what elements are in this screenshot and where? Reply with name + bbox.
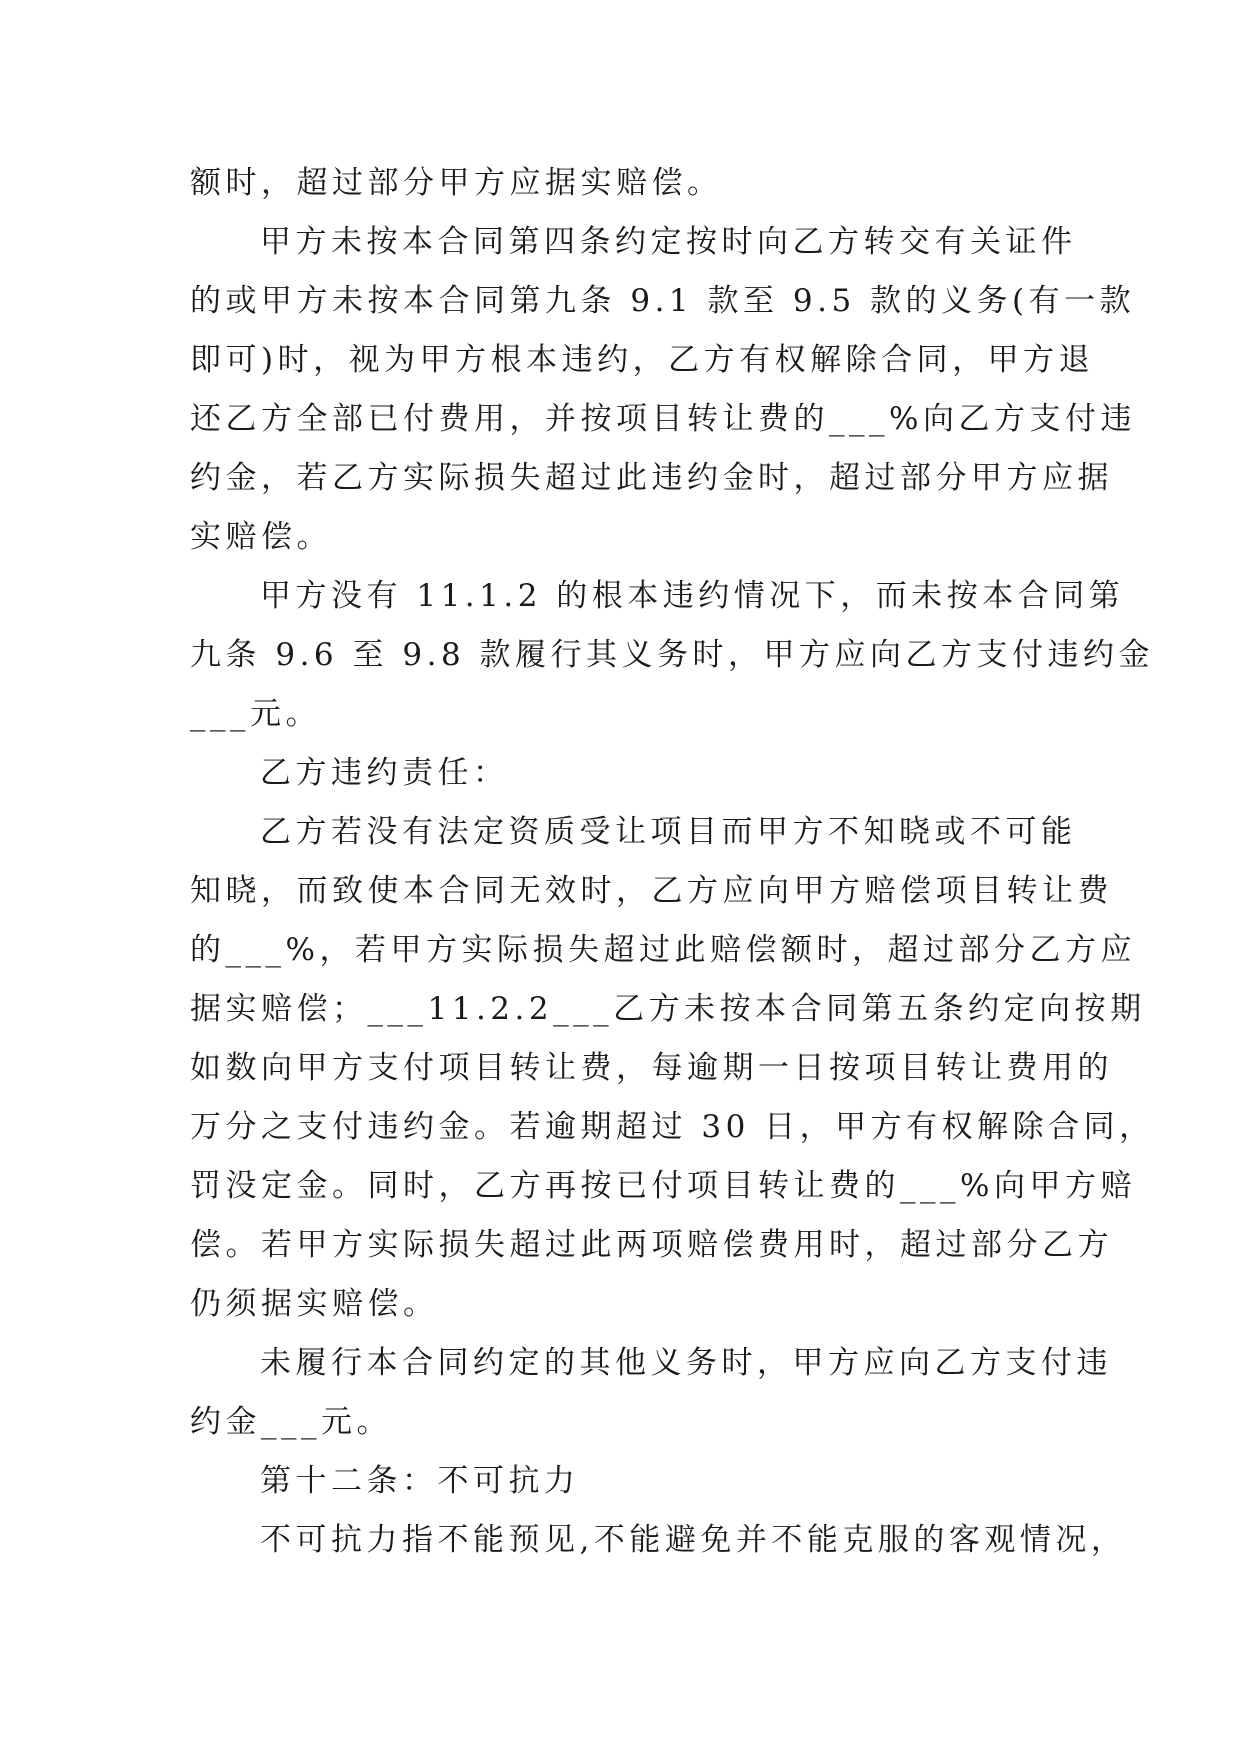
text-line: 的或甲方未按本合同第九条 9.1 款至 9.5 款的义务(有一款 [190, 283, 1136, 319]
text-line: 仍须据实赔偿。 [190, 1286, 439, 1322]
text-line: ___元。 [190, 696, 321, 732]
text-line: 还乙方全部已付费用，并按项目转让费的___%向乙方支付违 [190, 401, 1136, 437]
text-line: 甲方没有 11.1.2 的根本违约情况下，而未按本合同第 [260, 578, 1125, 614]
text-line: 知晓，而致使本合同无效时，乙方应向甲方赔偿项目转让费 [190, 873, 1113, 909]
text-line: 九条 9.6 至 9.8 款履行其义务时，甲方应向乙方支付违约金 [190, 637, 1155, 673]
text-line: 甲方未按本合同第四条约定按时向乙方转交有关证件 [260, 224, 1077, 260]
text-line: 据实赔偿；___11.2.2___乙方未按本合同第五条约定向按期 [190, 991, 1146, 1027]
text-line: 即可)时，视为甲方根本违约，乙方有权解除合同，甲方退 [190, 342, 1095, 378]
text-line: 罚没定金。同时，乙方再按已付项目转让费的___%向甲方赔 [190, 1168, 1136, 1204]
text-line: 未履行本合同约定的其他义务时，甲方应向乙方支付违 [260, 1345, 1112, 1381]
text-line: 的___%，若甲方实际损失超过此赔偿额时，超过部分乙方应 [190, 932, 1136, 968]
text-line: 额时，超过部分甲方应据实赔偿。 [190, 165, 723, 201]
text-line: 实赔偿。 [190, 519, 332, 555]
text-line: 如数向甲方支付项目转让费，每逾期一日按项目转让费用的 [190, 1050, 1113, 1086]
text-line: 不可抗力指不能预见,不能避免并不能克服的客观情况， [260, 1522, 1127, 1558]
text-line: 万分之支付违约金。若逾期超过 30 日，甲方有权解除合同， [190, 1109, 1155, 1145]
text-line: 约金，若乙方实际损失超过此违约金时，超过部分甲方应据 [190, 460, 1113, 496]
text-line: 约金___元。 [190, 1404, 392, 1440]
section-heading: 乙方违约责任： [260, 755, 509, 791]
article-heading: 第十二条：不可抗力 [260, 1463, 580, 1499]
text-line: 偿。若甲方实际损失超过此两项赔偿费用时，超过部分乙方 [190, 1227, 1113, 1263]
text-line: 乙方若没有法定资质受让项目而甲方不知晓或不可能 [260, 814, 1077, 850]
